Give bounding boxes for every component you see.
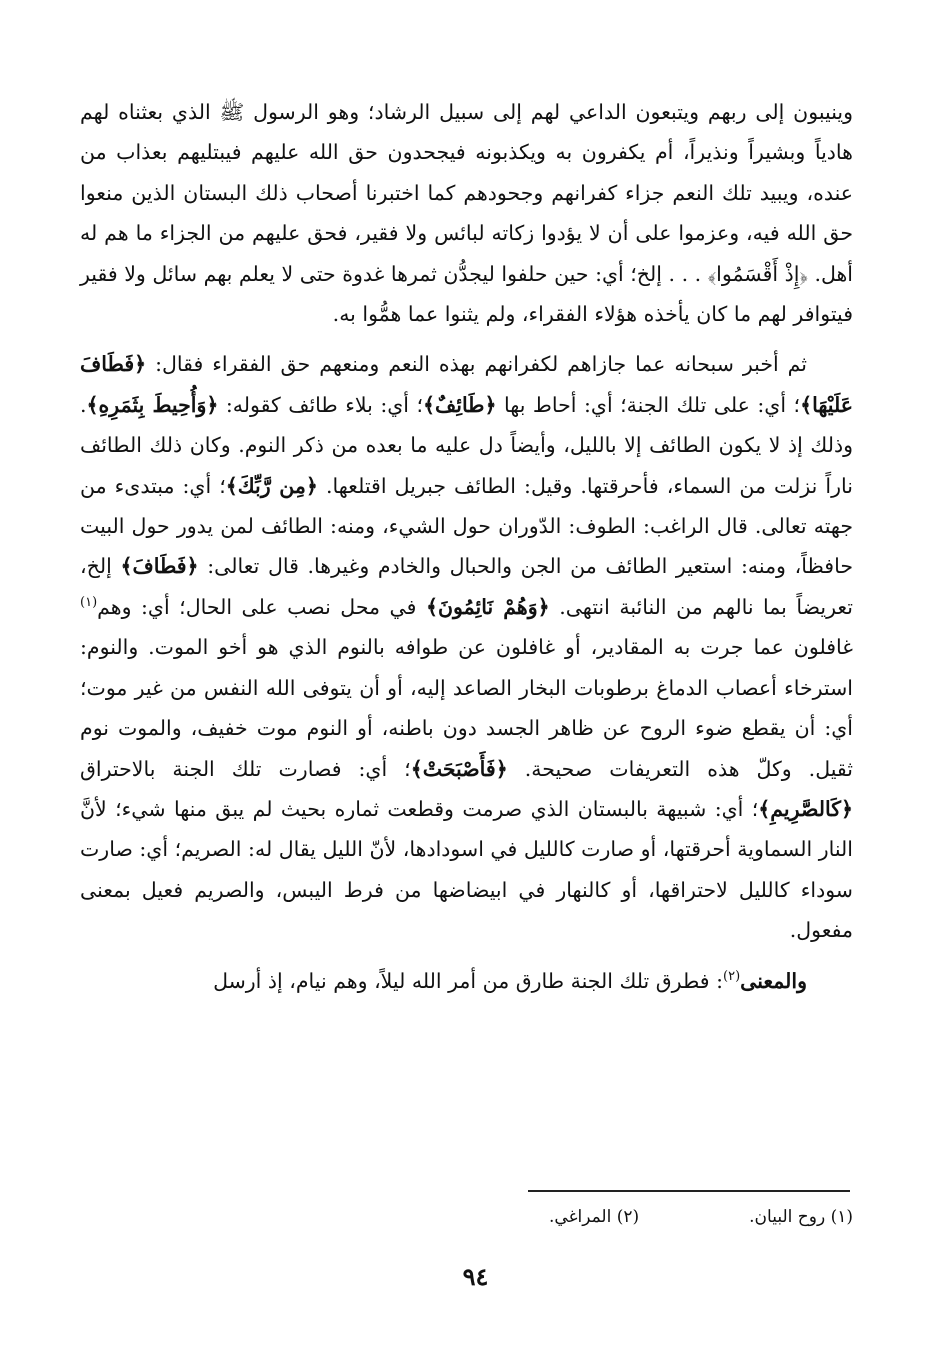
text-run: ؛ أي: فصارت تلك الجنة بالاحتراق — [80, 756, 411, 781]
quran-quote: ﴿فَأَصْبَحَتْ﴾ — [410, 756, 508, 781]
footnote-divider — [528, 1190, 850, 1192]
paragraph-1: وينيبون إلى ربهم ويتبعون الداعي لهم إلى سبيل الرشاد؛ وهو الرسول ﷺ الذي بعثناه لهم هادياً وبشيراً ونذيراً، أم يكفرون به ويكذبونه فيجحدون حق الله عليهم فيبتليهم بعذاب من عنده، ويبيد تلك النعم جزاء كفرانهم وجحودهم كما اختبرنا أصحاب ذلك البستان الذين منعوا حق الله فيه، وعزموا على أن لا يؤدوا زكاته لبائس ولا فقير، فحق عليهم من الجزاء ما هم له أهل. ﴿إِذْ أَقْسَمُوا﴾ . . . إلخ؛ أي: حين حلفوا ليجدُّن ثمرها غدوة حتى لا يعلم بهم سائل ولا فقير فيتوافر لهم ما كان يأخذه هؤلاء الفقراء، ولم يثنوا عما همُّوا به. — [80, 100, 853, 327]
quran-quote: ﴿مِن رَّبِّكَ﴾ — [225, 473, 318, 498]
text-run: ثم أخبر سبحانه عما جازاهم لكفرانهم بهذه النعم ومنعهم حق الفقراء فقال: — [146, 352, 807, 377]
quran-quote: ﴿وَهُمْ نَائِمُونَ﴾ — [425, 594, 550, 619]
quran-quote: ﴿فَطَافَ عَلَيْهَا﴾ — [80, 352, 853, 417]
paragraph-3 — [80, 961, 853, 1001]
text-run: في محل نصب على الحال؛ أي: وهم — [97, 594, 426, 619]
text-run: إلخ، تعريضاً بما نالهم من النائبة انتهى. — [80, 554, 854, 619]
quran-quote: ﴿وَأُحِيطَ بِثَمَرِهِ﴾ — [86, 392, 219, 417]
text-run: ؛ أي: مبتدىء من جهته تعالى. قال الراغب: الطوف: الدّوران حول الشيء، ومنه: الطائف لمن يدور حول البيت حافظاً، ومنه: استعير الطائف من الجن والحبال والخادم وغيرها. قال تعالى: — [80, 473, 853, 579]
text-run: غافلون عما جرت به المقادير، أو غافلون عن طوافه بالنوم الذي هو أخو الموت. والنوم: استرخاء أعصاب الدماغ برطوبات البخار الصاعد إليه، أو أن يتوفى الله النفس من غير موت؛ أي: أن يقطع ضوء الروح عن ظاهر الجسد دون باطنه، أو النوم موت خفيف، والموت نوم ثقيل. وكلّ هذه التعريفات صحيحة. — [80, 635, 853, 781]
quran-quote: ﴿كَالصَّرِيمِ﴾ — [758, 796, 853, 821]
paragraph-2 — [80, 344, 853, 950]
footnote-marker-1: (١) — [80, 595, 98, 611]
footnote-marker-2: (٢) — [723, 968, 741, 984]
footnote-2: (٢) المراغي. — [549, 1207, 640, 1227]
bold-lead: والمعنى — [740, 968, 807, 993]
footnotes — [293, 1207, 853, 1227]
footnote-1: (١) روح البيان. — [749, 1207, 853, 1227]
text-run: ؛ أي: شبيهة بالبستان الذي صرمت وقطعت ثماره بحيث لم يبق منها شيء؛ لأنَّ النار السماوية أحرقتها، أو صارت كالليل في اسودادها، لأنّ الليل يقال له: الصريم؛ أي: صارت سوداء كالليل لاحتراقها، أو كالنهار في ابيضاضها من فرط اليبس، والصريم فعيل بمعنى مفعول. — [80, 796, 853, 943]
quran-quote: ﴿فَطَافَ﴾ — [120, 554, 199, 579]
text-run: ؛ أي: بلاء طائف كقوله: — [218, 392, 423, 417]
page-number: ٩٤ — [462, 1262, 489, 1291]
quran-quote: ﴿طَائِفٌ﴾ — [423, 392, 497, 417]
text-run: . وذلك إذ لا يكون الطائف إلا بالليل، وأيضاً دل عليه ما بعده من ذكر النوم. وكان ذلك الطائف ناراً نزلت من السماء، فأحرقتها. وقيل: الطائف جبريل اقتلعها. — [80, 392, 853, 498]
text-run: : فطرق تلك الجنة طارق من أمر الله ليلاً، وهم نيام، إذ أرسل — [213, 968, 723, 993]
text-run: ؛ أي: على تلك الجنة؛ أي: أحاط بها — [496, 392, 801, 417]
main-text — [80, 92, 853, 1001]
